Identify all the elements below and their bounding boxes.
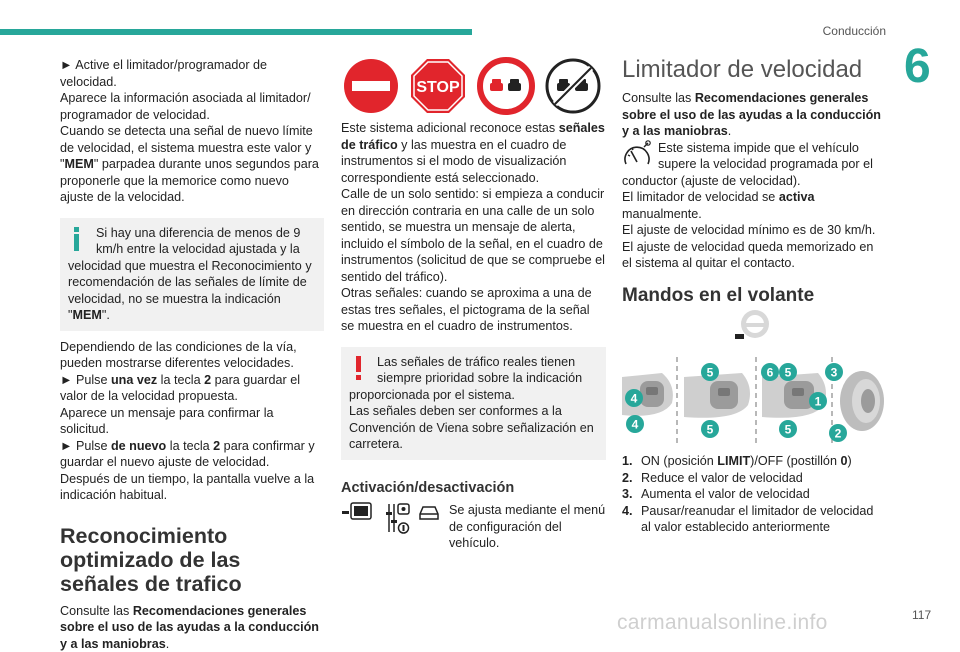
paragraph: Este sistema impide que el vehículo supere la velocidad programada por el conductor (ajuste de velocidad).: [622, 140, 886, 190]
callout-5: [779, 363, 797, 381]
paragraph: Otras señales: cuando se aproxima a una de estas tres señales, el pictograma de la señal se muestra en el cuadro de instrumentos.: [341, 285, 606, 335]
header-accent-bar: [0, 29, 472, 35]
warning-text: Las señales deben ser conformes a la Convención de Viena sobre señalización en carretera.: [349, 403, 598, 453]
stop-sign-icon: [410, 58, 466, 114]
svg-text:3: 3: [831, 366, 838, 380]
callout-5: [779, 420, 797, 438]
svg-text:6: 6: [767, 366, 774, 380]
svg-text:STOP: STOP: [416, 79, 460, 96]
paragraph: Después de un tiempo, la pantalla vuelve a la indicación habitual.: [60, 471, 324, 504]
steering-wheel-icon: [733, 309, 773, 343]
paragraph: El ajuste de velocidad queda memorizado en el sistema al quitar el contacto.: [622, 239, 886, 272]
column-1: [60, 57, 324, 652]
column-3: [622, 56, 886, 304]
chapter-number: 6: [904, 43, 931, 91]
warning-icon: [349, 354, 369, 382]
paragraph: Se ajusta mediante el menú de configuración del vehículo.: [341, 502, 606, 552]
info-icon: [68, 225, 88, 253]
warning-text: Las señales de tráfico reales tienen siempre prioridad sobre la indicación proporcionada por el sistema.: [349, 354, 598, 404]
callout-1: [809, 392, 827, 410]
paragraph: Consulte las Recomendaciones generales sobre el uso de las ayudas a la conducción y a las maniobras.: [622, 90, 886, 140]
svg-text:5: 5: [707, 366, 714, 380]
paragraph: ► Active el limitador/programador de velocidad.: [60, 57, 324, 90]
svg-text:4: 4: [632, 418, 639, 432]
callout-3: [825, 363, 843, 381]
column-2: [341, 120, 606, 552]
svg-text:2: 2: [835, 427, 842, 441]
touchscreen-icon: [341, 502, 379, 526]
list-item: 4. Pausar/reanudar el limitador de velocidad al valor establecido anteriormente: [622, 503, 886, 536]
paragraph: Cuando se detecta una señal de nuevo límite de velocidad, el sistema muestra este valor y "MEM" parpadea durante unos segundos para proponerle que la memorice como nuevo ajuste de la velocidad.: [60, 123, 324, 206]
svg-text:4: 4: [631, 392, 638, 406]
warning-box: [341, 347, 606, 460]
list-item: 1. ON (posición LIMIT)/OFF (postillón 0): [622, 453, 886, 470]
section-heading: Limitador de velocidad: [622, 56, 886, 84]
controls-list: [622, 453, 886, 536]
paragraph: Dependiendo de las condiciones de la vía, pueden mostrarse diferentes velocidades.: [60, 339, 324, 372]
speed-limiter-icon: [622, 140, 652, 170]
car-icon: [417, 502, 441, 522]
svg-text:5: 5: [707, 423, 714, 437]
section-heading: Activación/desactivación: [341, 480, 606, 497]
paragraph: ► Pulse una vez la tecla 2 para guardar el valor de la velocidad propuesta.: [60, 372, 324, 405]
page-number: 117: [912, 608, 931, 622]
svg-text:5: 5: [785, 423, 792, 437]
traffic-signs: [343, 58, 605, 112]
callout-5: [701, 420, 719, 438]
info-text: Si hay una diferencia de menos de 9 km/h entre la velocidad ajustada y la velocidad que muestra el Reconocimiento y recomendación de las señales de límite de velocidad, no se muestra la indicación "MEM".: [68, 226, 312, 323]
paragraph: Aparece la información asociada al limitador/ programador de velocidad.: [60, 90, 324, 123]
callout-2: [829, 424, 847, 442]
paragraph: Consulte las Recomendaciones generales sobre el uso de las ayudas a la conducción y a las maniobras.: [60, 603, 324, 652]
watermark: carmanualsonline.info: [617, 611, 828, 635]
no-entry-sign-icon: [343, 58, 399, 114]
paragraph: ► Pulse de nuevo la tecla 2 para confirmar y guardar el nuevo ajuste de velocidad.: [60, 438, 324, 471]
header-title: Conducción: [823, 24, 886, 38]
no-overtaking-sign-icon: [478, 58, 534, 114]
paragraph: Este sistema adicional reconoce estas señales de tráfico y las muestra en el cuadro de instrumentos si el modo de visualización correspondiente está seleccionado.: [341, 120, 606, 186]
svg-text:5: 5: [785, 366, 792, 380]
activation-icons: [341, 502, 441, 536]
paragraph: El limitador de velocidad se activa manualmente.: [622, 189, 886, 222]
info-box: [60, 218, 324, 331]
paragraph: El ajuste de velocidad mínimo es de 30 km/h.: [622, 222, 886, 239]
callout-4: [625, 389, 643, 407]
callout-5: [701, 363, 719, 381]
paragraph: Calle de un solo sentido: si empieza a conducir en dirección contraria en una calle de un solo sentido, se muestra un mensaje de alerta, incluido el símbolo de la señal, en el cuadro de instrumentos (solicitud de que se compruebe el sentido del tráfico).: [341, 186, 606, 285]
steering-controls-illustration: [622, 355, 886, 447]
section-heading: Mandos en el volante: [622, 288, 886, 305]
callout-4: [626, 415, 644, 433]
paragraph: Aparece un mensaje para confirmar la solicitud.: [60, 405, 324, 438]
stalk-middle: [684, 373, 750, 418]
callout-6: [761, 363, 779, 381]
end-no-overtaking-sign-icon: [545, 58, 601, 114]
svg-text:1: 1: [815, 395, 822, 409]
settings-menu-icon: [385, 502, 411, 536]
list-item: 3. Aumenta el valor de velocidad: [622, 486, 886, 503]
section-heading: Reconocimiento optimizado de las señales de trafico: [60, 524, 324, 596]
stalk-end-knob: [840, 371, 884, 431]
list-item: 2. Reduce el valor de velocidad: [622, 470, 886, 487]
